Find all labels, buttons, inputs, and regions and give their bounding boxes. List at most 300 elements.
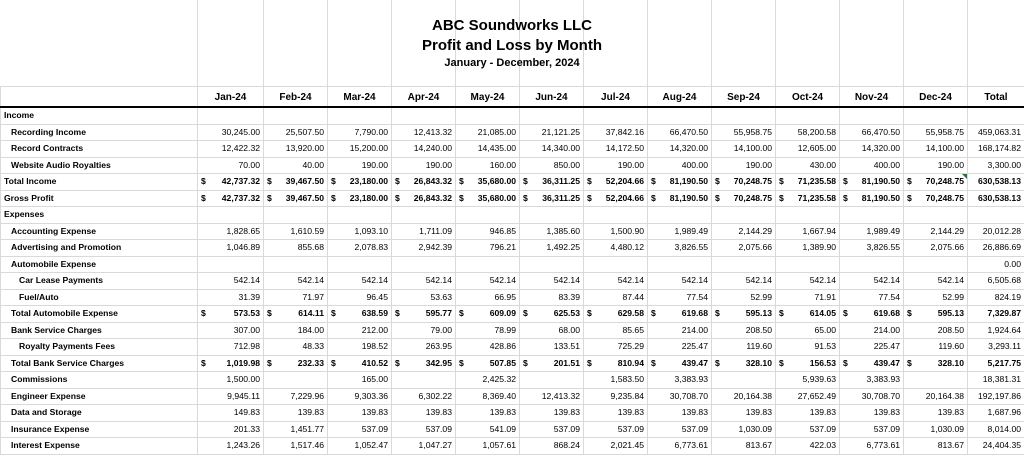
value-cell[interactable]: [198, 256, 264, 273]
value-cell[interactable]: 541.09: [456, 421, 520, 438]
value-cell[interactable]: 537.09: [648, 421, 712, 438]
value-cell[interactable]: [776, 174, 840, 191]
value-cell[interactable]: 27,652.49: [776, 388, 840, 405]
value-cell[interactable]: 2,942.39: [392, 240, 456, 257]
value-cell[interactable]: 542.14: [648, 273, 712, 290]
value-cell[interactable]: [264, 174, 328, 191]
value-cell[interactable]: [904, 107, 968, 124]
value-cell[interactable]: 6,302.22: [392, 388, 456, 405]
row-label[interactable]: Advertising and Promotion: [1, 240, 198, 257]
value-cell[interactable]: 7,790.00: [328, 124, 392, 141]
value-cell[interactable]: 542.14: [904, 273, 968, 290]
value-cell[interactable]: [392, 107, 456, 124]
value-cell[interactable]: 1,924.64: [968, 322, 1024, 339]
value-cell[interactable]: [264, 306, 328, 323]
value-cell[interactable]: [712, 256, 776, 273]
value-cell[interactable]: [840, 355, 904, 372]
row-label[interactable]: Expenses: [1, 207, 198, 224]
value-cell[interactable]: 459,063.31: [968, 124, 1024, 141]
value-cell[interactable]: 139.83: [392, 405, 456, 422]
value-cell[interactable]: 868.24: [520, 438, 584, 455]
value-cell[interactable]: [456, 174, 520, 191]
value-cell[interactable]: [328, 107, 392, 124]
value-cell[interactable]: [648, 306, 712, 323]
value-cell[interactable]: [328, 174, 392, 191]
value-cell[interactable]: [904, 372, 968, 389]
row-label[interactable]: Total Automobile Expense: [1, 306, 198, 323]
error-indicator-icon[interactable]: [962, 174, 967, 179]
value-cell[interactable]: 9,235.84: [584, 388, 648, 405]
value-cell[interactable]: 824.19: [968, 289, 1024, 306]
value-cell[interactable]: 14,340.00: [520, 141, 584, 158]
value-cell[interactable]: 1,030.09: [904, 421, 968, 438]
column-header[interactable]: Oct-24: [776, 87, 840, 108]
value-cell[interactable]: 542.14: [712, 273, 776, 290]
value-cell[interactable]: 8,014.00: [968, 421, 1024, 438]
value-cell[interactable]: 307.00: [198, 322, 264, 339]
value-cell[interactable]: 2,021.45: [584, 438, 648, 455]
value-cell[interactable]: 537.09: [776, 421, 840, 438]
value-cell[interactable]: 5,939.63: [776, 372, 840, 389]
value-cell[interactable]: [328, 306, 392, 323]
value-cell[interactable]: 208.50: [904, 322, 968, 339]
value-cell[interactable]: 139.83: [584, 405, 648, 422]
value-cell[interactable]: 139.83: [648, 405, 712, 422]
value-cell[interactable]: [712, 372, 776, 389]
column-header[interactable]: Jun-24: [520, 87, 584, 108]
row-label[interactable]: Website Audio Royalties: [1, 157, 198, 174]
value-cell[interactable]: 1,385.60: [520, 223, 584, 240]
value-cell[interactable]: 119.60: [904, 339, 968, 356]
value-cell[interactable]: 542.14: [584, 273, 648, 290]
value-cell[interactable]: [904, 256, 968, 273]
value-cell[interactable]: 14,435.00: [456, 141, 520, 158]
column-header[interactable]: Jan-24: [198, 87, 264, 108]
value-cell[interactable]: 20,164.38: [712, 388, 776, 405]
value-cell[interactable]: 6,773.61: [648, 438, 712, 455]
value-cell[interactable]: 796.21: [456, 240, 520, 257]
value-cell[interactable]: 66,470.50: [840, 124, 904, 141]
value-cell[interactable]: 66.95: [456, 289, 520, 306]
value-cell[interactable]: 65.00: [776, 322, 840, 339]
value-cell[interactable]: [776, 355, 840, 372]
value-cell[interactable]: 190.00: [584, 157, 648, 174]
value-cell[interactable]: 55,958.75: [712, 124, 776, 141]
value-cell[interactable]: 12,413.32: [520, 388, 584, 405]
value-cell[interactable]: 537.09: [392, 421, 456, 438]
value-cell[interactable]: 79.00: [392, 322, 456, 339]
value-cell[interactable]: [584, 355, 648, 372]
value-cell[interactable]: 139.83: [840, 405, 904, 422]
value-cell[interactable]: 1,046.89: [198, 240, 264, 257]
value-cell[interactable]: [968, 207, 1024, 224]
value-cell[interactable]: 77.54: [840, 289, 904, 306]
value-cell[interactable]: 263.95: [392, 339, 456, 356]
column-header[interactable]: Apr-24: [392, 87, 456, 108]
column-header[interactable]: Aug-24: [648, 87, 712, 108]
row-label[interactable]: Interest Expense: [1, 438, 198, 455]
value-cell[interactable]: 208.50: [712, 322, 776, 339]
value-cell[interactable]: 58,200.58: [776, 124, 840, 141]
value-cell[interactable]: 542.14: [198, 273, 264, 290]
row-label[interactable]: Bank Service Charges: [1, 322, 198, 339]
value-cell[interactable]: 30,708.70: [840, 388, 904, 405]
value-cell[interactable]: [264, 372, 328, 389]
value-cell[interactable]: 725.29: [584, 339, 648, 356]
value-cell[interactable]: 0.00: [968, 256, 1024, 273]
value-cell[interactable]: 139.83: [264, 405, 328, 422]
value-cell[interactable]: 2,075.66: [712, 240, 776, 257]
value-cell[interactable]: 1,989.49: [840, 223, 904, 240]
value-cell[interactable]: [456, 207, 520, 224]
value-cell[interactable]: 542.14: [520, 273, 584, 290]
value-cell[interactable]: 4,480.12: [584, 240, 648, 257]
value-cell[interactable]: [392, 256, 456, 273]
value-cell[interactable]: [198, 190, 264, 207]
value-cell[interactable]: [648, 355, 712, 372]
value-cell[interactable]: [198, 107, 264, 124]
value-cell[interactable]: [840, 207, 904, 224]
value-cell[interactable]: [264, 256, 328, 273]
value-cell[interactable]: [584, 174, 648, 191]
value-cell[interactable]: [392, 190, 456, 207]
value-cell[interactable]: 70.00: [198, 157, 264, 174]
value-cell[interactable]: 139.83: [712, 405, 776, 422]
value-cell[interactable]: [904, 207, 968, 224]
value-cell[interactable]: 430.00: [776, 157, 840, 174]
value-cell[interactable]: 31.39: [198, 289, 264, 306]
value-cell[interactable]: 9,303.36: [328, 388, 392, 405]
value-cell[interactable]: [198, 355, 264, 372]
value-cell[interactable]: [712, 174, 776, 191]
value-cell[interactable]: [904, 306, 968, 323]
value-cell[interactable]: [328, 207, 392, 224]
value-cell[interactable]: 3,293.11: [968, 339, 1024, 356]
value-cell[interactable]: [712, 107, 776, 124]
value-cell[interactable]: 14,320.00: [648, 141, 712, 158]
value-cell[interactable]: [392, 306, 456, 323]
value-cell[interactable]: [198, 174, 264, 191]
value-cell[interactable]: 428.86: [456, 339, 520, 356]
value-cell[interactable]: 400.00: [648, 157, 712, 174]
value-cell[interactable]: 1,047.27: [392, 438, 456, 455]
row-label[interactable]: Insurance Expense: [1, 421, 198, 438]
value-cell[interactable]: 13,920.00: [264, 141, 328, 158]
value-cell[interactable]: 542.14: [264, 273, 328, 290]
value-cell[interactable]: 133.51: [520, 339, 584, 356]
value-cell[interactable]: 813.67: [904, 438, 968, 455]
value-cell[interactable]: [198, 207, 264, 224]
value-cell[interactable]: 2,144.29: [904, 223, 968, 240]
value-cell[interactable]: 139.83: [776, 405, 840, 422]
value-cell[interactable]: [392, 207, 456, 224]
value-cell[interactable]: [520, 107, 584, 124]
row-label[interactable]: Data and Storage: [1, 405, 198, 422]
value-cell[interactable]: 14,100.00: [712, 141, 776, 158]
value-cell[interactable]: [328, 190, 392, 207]
value-cell[interactable]: 542.14: [840, 273, 904, 290]
value-cell[interactable]: 1,989.49: [648, 223, 712, 240]
value-cell[interactable]: [776, 306, 840, 323]
value-cell[interactable]: 119.60: [712, 339, 776, 356]
value-cell[interactable]: 91.53: [776, 339, 840, 356]
value-cell[interactable]: 1,243.26: [198, 438, 264, 455]
value-cell[interactable]: 630,538.13: [968, 174, 1024, 191]
value-cell[interactable]: 1,828.65: [198, 223, 264, 240]
value-cell[interactable]: [520, 256, 584, 273]
value-cell[interactable]: [776, 107, 840, 124]
value-cell[interactable]: [840, 306, 904, 323]
value-cell[interactable]: 40.00: [264, 157, 328, 174]
value-cell[interactable]: [264, 190, 328, 207]
value-cell[interactable]: 48.33: [264, 339, 328, 356]
column-header[interactable]: Nov-24: [840, 87, 904, 108]
value-cell[interactable]: 537.09: [584, 421, 648, 438]
value-cell[interactable]: 37,842.16: [584, 124, 648, 141]
value-cell[interactable]: 18,381.31: [968, 372, 1024, 389]
row-label[interactable]: Gross Profit: [1, 190, 198, 207]
value-cell[interactable]: 20,164.38: [904, 388, 968, 405]
row-label[interactable]: Income: [1, 107, 198, 124]
header-blank-cell[interactable]: [1, 87, 198, 108]
value-cell[interactable]: 14,320.00: [840, 141, 904, 158]
row-label[interactable]: Total Income: [1, 174, 198, 191]
value-cell[interactable]: [776, 207, 840, 224]
value-cell[interactable]: 78.99: [456, 322, 520, 339]
row-label[interactable]: Fuel/Auto: [1, 289, 198, 306]
value-cell[interactable]: 1,583.50: [584, 372, 648, 389]
row-label[interactable]: Royalty Payments Fees: [1, 339, 198, 356]
value-cell[interactable]: 537.09: [840, 421, 904, 438]
value-cell[interactable]: 21,121.25: [520, 124, 584, 141]
value-cell[interactable]: 201.33: [198, 421, 264, 438]
value-cell[interactable]: [520, 306, 584, 323]
value-cell[interactable]: 2,078.83: [328, 240, 392, 257]
value-cell[interactable]: 139.83: [328, 405, 392, 422]
value-cell[interactable]: 630,538.13: [968, 190, 1024, 207]
value-cell[interactable]: [712, 190, 776, 207]
value-cell[interactable]: [264, 355, 328, 372]
value-cell[interactable]: 52.99: [904, 289, 968, 306]
column-header[interactable]: Jul-24: [584, 87, 648, 108]
value-cell[interactable]: 537.09: [520, 421, 584, 438]
value-cell[interactable]: 139.83: [520, 405, 584, 422]
row-label[interactable]: Commissions: [1, 372, 198, 389]
value-cell[interactable]: 68.00: [520, 322, 584, 339]
value-cell[interactable]: [776, 256, 840, 273]
value-cell[interactable]: 850.00: [520, 157, 584, 174]
value-cell[interactable]: [520, 190, 584, 207]
value-cell[interactable]: 1,030.09: [712, 421, 776, 438]
value-cell[interactable]: [712, 207, 776, 224]
value-cell[interactable]: [456, 355, 520, 372]
value-cell[interactable]: 2,144.29: [712, 223, 776, 240]
value-cell[interactable]: [776, 190, 840, 207]
value-cell[interactable]: 85.65: [584, 322, 648, 339]
value-cell[interactable]: 2,425.32: [456, 372, 520, 389]
value-cell[interactable]: [840, 174, 904, 191]
row-label[interactable]: Recording Income: [1, 124, 198, 141]
value-cell[interactable]: 855.68: [264, 240, 328, 257]
value-cell[interactable]: [648, 256, 712, 273]
value-cell[interactable]: 1,667.94: [776, 223, 840, 240]
value-cell[interactable]: 184.00: [264, 322, 328, 339]
value-cell[interactable]: 1,451.77: [264, 421, 328, 438]
value-cell[interactable]: 1,517.46: [264, 438, 328, 455]
value-cell[interactable]: 2,075.66: [904, 240, 968, 257]
value-cell[interactable]: 14,240.00: [392, 141, 456, 158]
value-cell[interactable]: 83.39: [520, 289, 584, 306]
value-cell[interactable]: [904, 355, 968, 372]
value-cell[interactable]: 225.47: [648, 339, 712, 356]
value-cell[interactable]: 190.00: [392, 157, 456, 174]
value-cell[interactable]: 212.00: [328, 322, 392, 339]
value-cell[interactable]: 190.00: [904, 157, 968, 174]
value-cell[interactable]: [584, 207, 648, 224]
value-cell[interactable]: [456, 256, 520, 273]
value-cell[interactable]: 9,945.11: [198, 388, 264, 405]
value-cell[interactable]: [584, 190, 648, 207]
value-cell[interactable]: 1,057.61: [456, 438, 520, 455]
value-cell[interactable]: [648, 174, 712, 191]
value-cell[interactable]: 87.44: [584, 289, 648, 306]
row-label[interactable]: Record Contracts: [1, 141, 198, 158]
row-label[interactable]: Car Lease Payments: [1, 273, 198, 290]
value-cell[interactable]: 26,886.69: [968, 240, 1024, 257]
value-cell[interactable]: 1,052.47: [328, 438, 392, 455]
value-cell[interactable]: [712, 355, 776, 372]
value-cell[interactable]: [198, 306, 264, 323]
value-cell[interactable]: 3,826.55: [840, 240, 904, 257]
value-cell[interactable]: [712, 306, 776, 323]
column-header[interactable]: Feb-24: [264, 87, 328, 108]
value-cell[interactable]: 537.09: [328, 421, 392, 438]
value-cell[interactable]: [904, 190, 968, 207]
value-cell[interactable]: 7,329.87: [968, 306, 1024, 323]
value-cell[interactable]: [392, 372, 456, 389]
value-cell[interactable]: [584, 306, 648, 323]
value-cell[interactable]: [456, 107, 520, 124]
value-cell[interactable]: 542.14: [456, 273, 520, 290]
value-cell[interactable]: [968, 107, 1024, 124]
value-cell[interactable]: [648, 107, 712, 124]
value-cell[interactable]: 190.00: [328, 157, 392, 174]
value-cell[interactable]: 21,085.00: [456, 124, 520, 141]
value-cell[interactable]: 542.14: [328, 273, 392, 290]
value-cell[interactable]: [392, 174, 456, 191]
value-cell[interactable]: 422.03: [776, 438, 840, 455]
value-cell[interactable]: 3,826.55: [648, 240, 712, 257]
column-header[interactable]: May-24: [456, 87, 520, 108]
value-cell[interactable]: 225.47: [840, 339, 904, 356]
row-label[interactable]: Accounting Expense: [1, 223, 198, 240]
column-header[interactable]: Sep-24: [712, 87, 776, 108]
row-label[interactable]: Total Bank Service Charges: [1, 355, 198, 372]
value-cell[interactable]: 25,507.50: [264, 124, 328, 141]
value-cell[interactable]: 1,500.90: [584, 223, 648, 240]
value-cell[interactable]: 1,500.00: [198, 372, 264, 389]
value-cell[interactable]: [840, 256, 904, 273]
value-cell[interactable]: [520, 355, 584, 372]
value-cell[interactable]: 5,217.75: [968, 355, 1024, 372]
value-cell[interactable]: [904, 174, 968, 191]
value-cell[interactable]: [392, 355, 456, 372]
value-cell[interactable]: [264, 107, 328, 124]
value-cell[interactable]: 52.99: [712, 289, 776, 306]
value-cell[interactable]: 6,773.61: [840, 438, 904, 455]
value-cell[interactable]: 712.98: [198, 339, 264, 356]
value-cell[interactable]: [648, 207, 712, 224]
value-cell[interactable]: [456, 306, 520, 323]
value-cell[interactable]: 1,492.25: [520, 240, 584, 257]
value-cell[interactable]: 1,093.10: [328, 223, 392, 240]
value-cell[interactable]: 55,958.75: [904, 124, 968, 141]
value-cell[interactable]: 149.83: [198, 405, 264, 422]
value-cell[interactable]: 542.14: [392, 273, 456, 290]
value-cell[interactable]: [840, 107, 904, 124]
value-cell[interactable]: 7,229.96: [264, 388, 328, 405]
value-cell[interactable]: 168,174.82: [968, 141, 1024, 158]
value-cell[interactable]: 71.97: [264, 289, 328, 306]
value-cell[interactable]: 12,605.00: [776, 141, 840, 158]
value-cell[interactable]: 813.67: [712, 438, 776, 455]
value-cell[interactable]: 8,369.40: [456, 388, 520, 405]
value-cell[interactable]: [328, 256, 392, 273]
value-cell[interactable]: 15,200.00: [328, 141, 392, 158]
value-cell[interactable]: 139.83: [904, 405, 968, 422]
value-cell[interactable]: 1,389.90: [776, 240, 840, 257]
value-cell[interactable]: 96.45: [328, 289, 392, 306]
value-cell[interactable]: 214.00: [648, 322, 712, 339]
value-cell[interactable]: 3,300.00: [968, 157, 1024, 174]
value-cell[interactable]: 30,245.00: [198, 124, 264, 141]
value-cell[interactable]: 192,197.86: [968, 388, 1024, 405]
value-cell[interactable]: 66,470.50: [648, 124, 712, 141]
value-cell[interactable]: 3,383.93: [648, 372, 712, 389]
value-cell[interactable]: 1,711.09: [392, 223, 456, 240]
value-cell[interactable]: 1,610.59: [264, 223, 328, 240]
value-cell[interactable]: [520, 372, 584, 389]
value-cell[interactable]: 53.63: [392, 289, 456, 306]
value-cell[interactable]: 542.14: [776, 273, 840, 290]
value-cell[interactable]: [520, 174, 584, 191]
value-cell[interactable]: 1,687.96: [968, 405, 1024, 422]
value-cell[interactable]: [264, 207, 328, 224]
column-header[interactable]: Total: [968, 87, 1024, 108]
value-cell[interactable]: 14,172.50: [584, 141, 648, 158]
value-cell[interactable]: 214.00: [840, 322, 904, 339]
value-cell[interactable]: [456, 190, 520, 207]
value-cell[interactable]: [584, 256, 648, 273]
value-cell[interactable]: [584, 107, 648, 124]
value-cell[interactable]: 160.00: [456, 157, 520, 174]
row-label[interactable]: Engineer Expense: [1, 388, 198, 405]
value-cell[interactable]: [520, 207, 584, 224]
value-cell[interactable]: 198.52: [328, 339, 392, 356]
value-cell[interactable]: 20,012.28: [968, 223, 1024, 240]
value-cell[interactable]: 14,100.00: [904, 141, 968, 158]
value-cell[interactable]: [840, 190, 904, 207]
value-cell[interactable]: 24,404.35: [968, 438, 1024, 455]
value-cell[interactable]: 6,505.68: [968, 273, 1024, 290]
value-cell[interactable]: 190.00: [712, 157, 776, 174]
value-cell[interactable]: [328, 355, 392, 372]
value-cell[interactable]: 12,413.32: [392, 124, 456, 141]
value-cell[interactable]: 165.00: [328, 372, 392, 389]
value-cell[interactable]: 77.54: [648, 289, 712, 306]
value-cell[interactable]: 946.85: [456, 223, 520, 240]
column-header[interactable]: Dec-24: [904, 87, 968, 108]
